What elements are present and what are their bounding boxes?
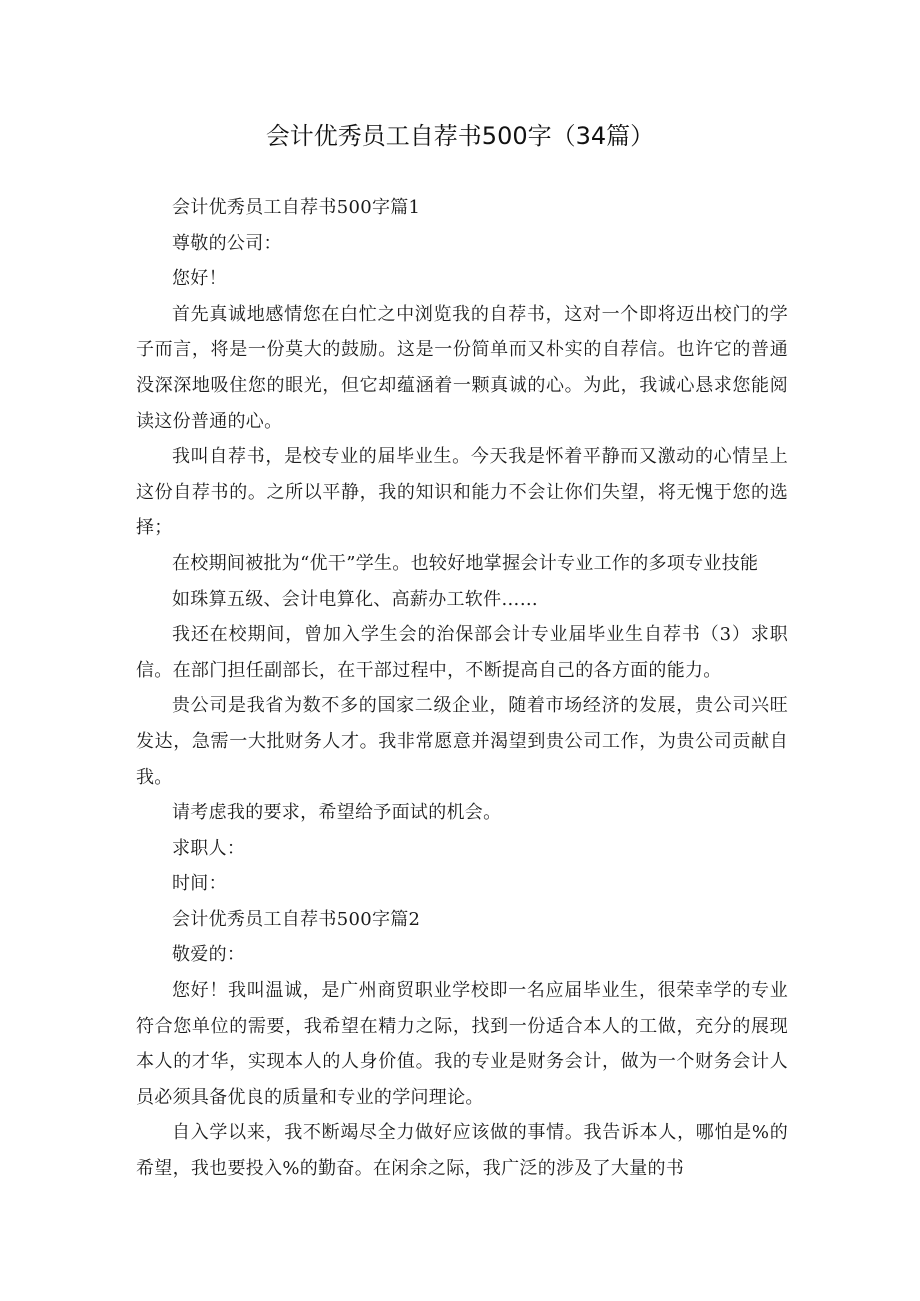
body-paragraph: 首先真诚地感情您在白忙之中浏览我的自荐书，这对一个即将迈出校门的学子而言，将是一份莫大的鼓励。这是一份简单而又朴实的自荐信。也许它的普通没深深地吸住您的眼光，但它却蕴涵着一颗真诚的心。为此，我诚心恳求您能阅读这份普通的心。 bbox=[136, 303, 788, 432]
body-paragraph: 自入学以来，我不断竭尽全力做好应该做的事情。我告诉本人，哪怕是%的希望，我也要投入%的勤奋。在闲余之际，我广泛的涉及了大量的书 bbox=[136, 1122, 788, 1180]
section-heading-2: 会计优秀员工自荐书500字篇2 bbox=[172, 908, 421, 930]
body-paragraph: 在校期间被批为“优干”学生。也较好地掌握会计专业工作的多项专业技能 bbox=[172, 552, 759, 574]
signature-label: 求职人： bbox=[172, 837, 246, 859]
document-body bbox=[136, 190, 788, 1187]
date-label: 时间： bbox=[172, 873, 227, 895]
document-title: 会计优秀员工自荐书500字（34篇） bbox=[265, 122, 655, 150]
salutation: 敬爱的： bbox=[172, 944, 246, 966]
salutation: 尊敬的公司： bbox=[172, 232, 282, 254]
body-paragraph: 请考虑我的要求，希望给予面试的机会。 bbox=[172, 802, 502, 824]
body-paragraph: 贵公司是我省为数不多的国家二级企业，随着市场经济的发展，贵公司兴旺发达，急需一大批财务人才。我非常愿意并渴望到贵公司工作，为贵公司贡献自我。 bbox=[136, 695, 788, 788]
body-paragraph: 您好！我叫温诚，是广州商贸职业学校即一名应届毕业生，很荣幸学的专业符合您单位的需要，我希望在精力之际，找到一份适合本人的工做，充分的展现本人的才华，实现本人的人身价值。我的专业是财务会计，做为一个财务会计人员必须具备优良的质量和专业的学问理论。 bbox=[136, 980, 788, 1108]
body-paragraph: 我叫自荐书，是校专业的届毕业生。今天我是怀着平静而又激动的心情呈上这份自荐书的。之所以平静，我的知识和能力不会让你们失望，将无愧于您的选择； bbox=[136, 446, 788, 539]
body-paragraph: 我还在校期间，曾加入学生会的治保部会计专业届毕业生自荐书（3）求职信。在部门担任副部长，在干部过程中，不断提高自己的各方面的能力。 bbox=[136, 624, 788, 681]
body-paragraph: 如珠算五级、会计电算化、高薪办工软件…… bbox=[172, 588, 538, 610]
greeting: 您好！ bbox=[172, 268, 227, 290]
section-heading-1: 会计优秀员工自荐书500字篇1 bbox=[172, 197, 421, 218]
